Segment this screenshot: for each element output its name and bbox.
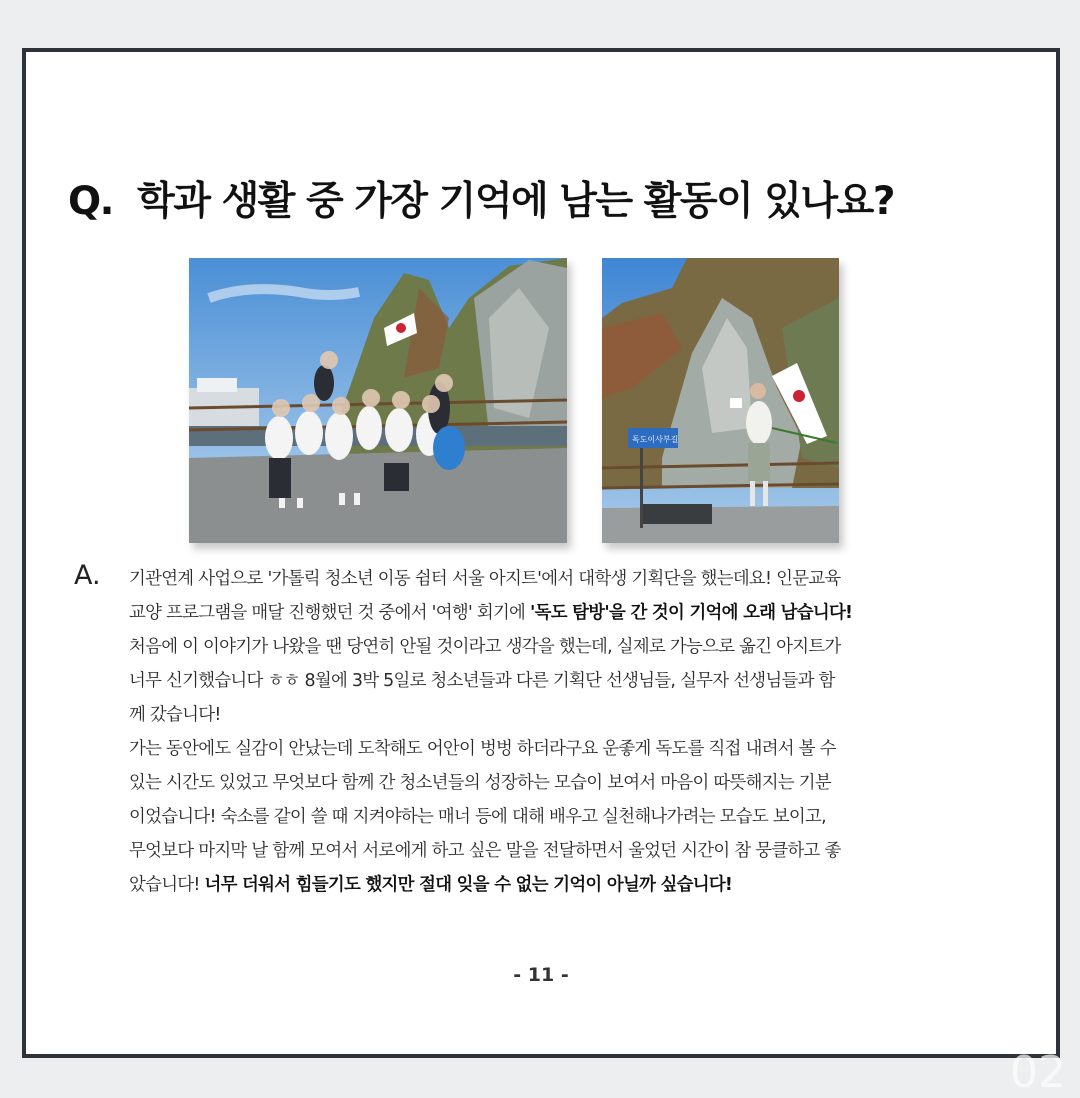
answer-text: 너무 신기했습니다 ㅎㅎ 8월에 3박 5일로 청소년들과 다른 기획단 선생님들, 실무자 선생님들과 함 (129, 671, 835, 691)
sign-text: 독도이사부길 (632, 435, 679, 444)
group-photo-image (189, 258, 567, 543)
answer-text: 이었습니다! 숙소를 같이 쓸 때 지켜야하는 매너 등에 대해 배우고 실천해나가려는 모습도 보이고, (129, 807, 826, 827)
answer-line (129, 698, 1024, 732)
answer-line (129, 732, 1024, 766)
answer-label: A. (74, 560, 101, 591)
watermark-number: 02 (1010, 1047, 1066, 1098)
page-card (22, 48, 1060, 1058)
answer-text: 께 갔습니다! (129, 705, 221, 725)
question-title (68, 170, 894, 226)
answer-line (129, 834, 1024, 868)
answer-text: 무엇보다 마지막 날 함께 모여서 서로에게 하고 싶은 말을 전달하면서 울었던 시간이 참 뭉클하고 좋 (129, 841, 841, 861)
answer-line (129, 868, 1024, 902)
answer-text: 있는 시간도 있었고 무엇보다 함께 간 청소년들의 성장하는 모습이 보여서 마음이 따뜻해지는 기분 (129, 773, 831, 793)
question-text: 학과 생활 중 가장 기억에 남는 활동이 있나요? (137, 179, 894, 224)
answer-line (129, 766, 1024, 800)
answer-line (129, 630, 1024, 664)
answer-text: 교양 프로그램을 매달 진행했던 것 중에서 '여행' 회기에 (129, 603, 530, 623)
group-photo (189, 258, 567, 543)
answer-body (129, 562, 1024, 902)
answer-text: 가는 동안에도 실감이 안났는데 도착해도 어안이 벙벙 하더라구요 운좋게 독도를 직접 내려서 볼 수 (129, 739, 836, 759)
answer-line (129, 562, 1024, 596)
answer-bold-text: 너무 더워서 힘들기도 했지만 절대 잊을 수 없는 기억이 아닐까 싶습니다! (204, 875, 733, 895)
answer-line (129, 596, 1024, 630)
question-label: Q. (68, 179, 113, 224)
answer-text: 았습니다! (129, 875, 205, 895)
answer-line (129, 800, 1024, 834)
answer-bold-text: '독도 탐방'을 간 것이 기억에 오래 남습니다! (529, 603, 853, 623)
answer-text: 기관연계 사업으로 '가톨릭 청소년 이동 쉼터 서울 아지트'에서 대학생 기획단을 했는데요! 인문교육 (129, 569, 841, 589)
solo-photo-image (602, 258, 839, 543)
answer-text: 처음에 이 이야기가 나왔을 땐 당연히 안될 것이라고 생각을 했는데, 실제로 가능으로 옮긴 아지트가 (129, 637, 841, 657)
answer-line (129, 664, 1024, 698)
solo-photo (602, 258, 839, 543)
page-number: - 11 - (513, 964, 569, 986)
